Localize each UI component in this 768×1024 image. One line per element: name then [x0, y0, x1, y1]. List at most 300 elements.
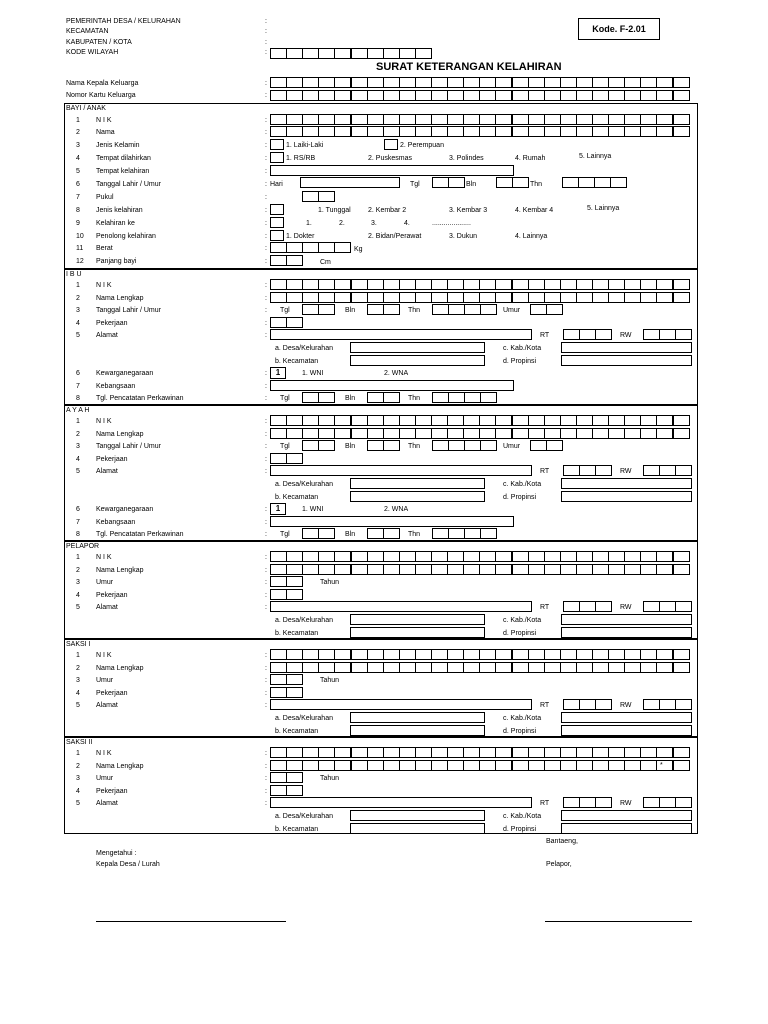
ayah-nik-cell[interactable]: [351, 415, 368, 426]
ayah-kawin-bln-cell[interactable]: [367, 528, 384, 539]
bayi-nama-cell[interactable]: [318, 126, 335, 137]
ibu-nik-cell[interactable]: [334, 279, 351, 290]
saksi1-nama-cell[interactable]: [479, 662, 496, 673]
saksi2-nama-cell[interactable]: [512, 760, 529, 771]
ibu-prop-field[interactable]: [561, 355, 692, 366]
bayi-tempat-kelahiran-field[interactable]: [270, 165, 514, 176]
ayah-nik-cell[interactable]: [576, 415, 593, 426]
saksi2-nama-cell[interactable]: [640, 760, 657, 771]
ayah-nik-cell[interactable]: [383, 415, 400, 426]
nomor-kk-cell[interactable]: [495, 90, 512, 101]
ayah-nik-cell[interactable]: [479, 415, 496, 426]
saksi2-nama-cell[interactable]: [592, 760, 609, 771]
nama-kepala-cell[interactable]: [624, 77, 641, 88]
ibu-nama-cell[interactable]: [544, 292, 561, 303]
ayah-nama-cell[interactable]: [592, 428, 609, 439]
saksi1-umur-cell[interactable]: [286, 674, 303, 685]
saksi1-desa-field[interactable]: [350, 712, 485, 723]
nama-kepala-cell[interactable]: [479, 77, 496, 88]
ibu-nik-cell[interactable]: [608, 279, 625, 290]
ibu-nik-cell[interactable]: [270, 279, 287, 290]
ayah-kewarganegaraan-value[interactable]: 1: [270, 503, 286, 515]
ayah-kawin-thn-cell[interactable]: [480, 528, 497, 539]
saksi1-pekerjaan-cell[interactable]: [270, 687, 287, 698]
saksi2-nik-cell[interactable]: [495, 747, 512, 758]
saksi1-nama-cell[interactable]: [640, 662, 657, 673]
pelapor-nama-cell[interactable]: [383, 564, 400, 575]
saksi1-nik-cell[interactable]: [367, 649, 384, 660]
nomor-kk-cell[interactable]: [334, 90, 351, 101]
saksi1-nama-cell[interactable]: [495, 662, 512, 673]
bayi-nik-cell[interactable]: [592, 114, 609, 125]
ibu-thn-cell[interactable]: [432, 304, 449, 315]
pelapor-nama-cell[interactable]: [415, 564, 432, 575]
ibu-nama-cell[interactable]: [576, 292, 593, 303]
ayah-nik-cell[interactable]: [512, 415, 529, 426]
saksi1-nik-cell[interactable]: [528, 649, 545, 660]
saksi2-kec-field[interactable]: [350, 823, 485, 834]
saksi1-nama-cell[interactable]: [463, 662, 480, 673]
saksi1-nik-cell[interactable]: [463, 649, 480, 660]
bayi-kelahiran-ke-field[interactable]: [270, 217, 284, 228]
pelapor-desa-field[interactable]: [350, 614, 485, 625]
nama-kepala-cell[interactable]: [592, 77, 609, 88]
ibu-nama-cell[interactable]: [640, 292, 657, 303]
saksi2-prop-field[interactable]: [561, 823, 692, 834]
nomor-kk-cell[interactable]: [656, 90, 673, 101]
saksi2-rw-cell[interactable]: [675, 797, 692, 808]
pelapor-rw-cell[interactable]: [675, 601, 692, 612]
saksi1-rw-cell[interactable]: [643, 699, 660, 710]
ayah-nama-cell[interactable]: [495, 428, 512, 439]
ibu-nik-cell[interactable]: [512, 279, 529, 290]
pelapor-nama-cell[interactable]: [544, 564, 561, 575]
saksi2-nama-cell[interactable]: [286, 760, 303, 771]
ayah-nama-cell[interactable]: [673, 428, 690, 439]
ibu-nik-cell[interactable]: [431, 279, 448, 290]
ibu-tgl-cell[interactable]: [318, 304, 335, 315]
bayi-nik-cell[interactable]: [399, 114, 416, 125]
bayi-nik-cell[interactable]: [334, 114, 351, 125]
saksi1-nik-cell[interactable]: [624, 649, 641, 660]
pelapor-kec-field[interactable]: [350, 627, 485, 638]
kode-wilayah-cell[interactable]: [399, 48, 416, 59]
ibu-nik-cell[interactable]: [544, 279, 561, 290]
nomor-kk-cell[interactable]: [367, 90, 384, 101]
bayi-nama-cell[interactable]: [334, 126, 351, 137]
pelapor-nama-cell[interactable]: [463, 564, 480, 575]
nama-kepala-cell[interactable]: [608, 77, 625, 88]
saksi2-nama-cell[interactable]: [447, 760, 464, 771]
pelapor-nik-cell[interactable]: [463, 551, 480, 562]
ayah-tgl-cell[interactable]: [318, 440, 335, 451]
nomor-kk-cell[interactable]: [608, 90, 625, 101]
bayi-nik-cell[interactable]: [528, 114, 545, 125]
pelapor-nama-cell[interactable]: [302, 564, 319, 575]
pelapor-nik-cell[interactable]: [592, 551, 609, 562]
ibu-nama-cell[interactable]: [399, 292, 416, 303]
ibu-kawin-thn-cell[interactable]: [480, 392, 497, 403]
saksi2-nik-cell[interactable]: [302, 747, 319, 758]
ayah-rt-cell[interactable]: [579, 465, 596, 476]
saksi1-kab-field[interactable]: [561, 712, 692, 723]
ibu-nik-cell[interactable]: [592, 279, 609, 290]
bayi-nama-cell[interactable]: [431, 126, 448, 137]
bayi-nama-cell[interactable]: [544, 126, 561, 137]
pelapor-alamat-field[interactable]: [270, 601, 532, 612]
saksi2-nik-cell[interactable]: [367, 747, 384, 758]
ibu-nama-cell[interactable]: [624, 292, 641, 303]
saksi1-rw-cell[interactable]: [675, 699, 692, 710]
saksi1-nik-cell[interactable]: [318, 649, 335, 660]
pelapor-nik-cell[interactable]: [334, 551, 351, 562]
bayi-nama-cell[interactable]: [656, 126, 673, 137]
saksi2-umur-cell[interactable]: [286, 772, 303, 783]
ayah-rw-cell[interactable]: [643, 465, 660, 476]
ayah-nama-cell[interactable]: [334, 428, 351, 439]
nomor-kk-cell[interactable]: [479, 90, 496, 101]
ibu-nik-cell[interactable]: [447, 279, 464, 290]
bayi-nik-cell[interactable]: [415, 114, 432, 125]
saksi1-nama-cell[interactable]: [608, 662, 625, 673]
saksi2-rt-cell[interactable]: [579, 797, 596, 808]
saksi1-nik-cell[interactable]: [447, 649, 464, 660]
ibu-nik-cell[interactable]: [673, 279, 690, 290]
ayah-thn-cell[interactable]: [464, 440, 481, 451]
ibu-nik-cell[interactable]: [415, 279, 432, 290]
bayi-nik-cell[interactable]: [367, 114, 384, 125]
ibu-nama-cell[interactable]: [318, 292, 335, 303]
ayah-thn-cell[interactable]: [432, 440, 449, 451]
saksi1-nama-cell[interactable]: [318, 662, 335, 673]
pelapor-nama-cell[interactable]: [528, 564, 545, 575]
pelapor-nama-cell[interactable]: [286, 564, 303, 575]
ayah-desa-field[interactable]: [350, 478, 485, 489]
nama-kepala-cell[interactable]: [673, 77, 690, 88]
ibu-tgl-cell[interactable]: [302, 304, 319, 315]
saksi2-nik-cell[interactable]: [592, 747, 609, 758]
ibu-nama-cell[interactable]: [383, 292, 400, 303]
saksi1-nik-cell[interactable]: [673, 649, 690, 660]
bayi-berat-cell[interactable]: [318, 242, 335, 253]
pelapor-nik-cell[interactable]: [560, 551, 577, 562]
bayi-nik-cell[interactable]: [431, 114, 448, 125]
ayah-nik-cell[interactable]: [608, 415, 625, 426]
ayah-nama-cell[interactable]: [528, 428, 545, 439]
pelapor-nama-cell[interactable]: [399, 564, 416, 575]
saksi2-nama-cell[interactable]: [383, 760, 400, 771]
bayi-tgl-cell[interactable]: [432, 177, 449, 188]
pelapor-nama-cell[interactable]: [479, 564, 496, 575]
ayah-nik-cell[interactable]: [592, 415, 609, 426]
bayi-pukul-cell[interactable]: [318, 191, 335, 202]
saksi2-nik-cell[interactable]: [512, 747, 529, 758]
pelapor-nik-cell[interactable]: [608, 551, 625, 562]
bayi-nama-cell[interactable]: [367, 126, 384, 137]
ibu-nama-cell[interactable]: [656, 292, 673, 303]
ibu-nama-cell[interactable]: [447, 292, 464, 303]
nama-kepala-cell[interactable]: [463, 77, 480, 88]
ibu-nik-cell[interactable]: [399, 279, 416, 290]
ayah-bln-cell[interactable]: [383, 440, 400, 451]
ayah-nik-cell[interactable]: [334, 415, 351, 426]
pelapor-nama-cell[interactable]: [656, 564, 673, 575]
nomor-kk-cell[interactable]: [415, 90, 432, 101]
nomor-kk-cell[interactable]: [431, 90, 448, 101]
ayah-nama-cell[interactable]: [608, 428, 625, 439]
ayah-nama-cell[interactable]: [383, 428, 400, 439]
ibu-kewarganegaraan-value[interactable]: 1: [270, 367, 286, 379]
bayi-panjang-cell[interactable]: [270, 255, 287, 266]
ibu-nama-cell[interactable]: [286, 292, 303, 303]
ibu-nik-cell[interactable]: [640, 279, 657, 290]
ibu-rt-cell[interactable]: [563, 329, 580, 340]
ayah-nik-cell[interactable]: [399, 415, 416, 426]
saksi1-nik-cell[interactable]: [431, 649, 448, 660]
nama-kepala-cell[interactable]: [399, 77, 416, 88]
nomor-kk-cell[interactable]: [399, 90, 416, 101]
bayi-bln-cell[interactable]: [512, 177, 529, 188]
nomor-kk-cell[interactable]: [270, 90, 287, 101]
saksi2-nik-cell[interactable]: [640, 747, 657, 758]
saksi2-nik-cell[interactable]: [447, 747, 464, 758]
ayah-nik-cell[interactable]: [656, 415, 673, 426]
nomor-kk-cell[interactable]: [560, 90, 577, 101]
nomor-kk-cell[interactable]: [624, 90, 641, 101]
bayi-nama-cell[interactable]: [528, 126, 545, 137]
pelapor-umur-cell[interactable]: [270, 576, 287, 587]
ibu-nama-cell[interactable]: [560, 292, 577, 303]
saksi1-nik-cell[interactable]: [415, 649, 432, 660]
ibu-kawin-thn-cell[interactable]: [448, 392, 465, 403]
saksi2-nama-cell[interactable]: [495, 760, 512, 771]
bayi-nama-cell[interactable]: [512, 126, 529, 137]
pelapor-nik-cell[interactable]: [318, 551, 335, 562]
bayi-berat-cell[interactable]: [334, 242, 351, 253]
pelapor-nama-cell[interactable]: [367, 564, 384, 575]
bayi-nama-cell[interactable]: [673, 126, 690, 137]
bayi-nama-cell[interactable]: [608, 126, 625, 137]
ayah-nik-cell[interactable]: [270, 415, 287, 426]
saksi2-nik-cell[interactable]: [544, 747, 561, 758]
bayi-nama-cell[interactable]: [576, 126, 593, 137]
pelapor-nik-cell[interactable]: [367, 551, 384, 562]
saksi2-umur-cell[interactable]: [270, 772, 287, 783]
ayah-kawin-thn-cell[interactable]: [464, 528, 481, 539]
saksi2-nik-cell[interactable]: [479, 747, 496, 758]
saksi1-nik-cell[interactable]: [351, 649, 368, 660]
ibu-nama-cell[interactable]: [592, 292, 609, 303]
ibu-pekerjaan-cell[interactable]: [286, 317, 303, 328]
pelapor-nik-cell[interactable]: [286, 551, 303, 562]
bayi-nik-cell[interactable]: [351, 114, 368, 125]
saksi2-nik-cell[interactable]: [415, 747, 432, 758]
ibu-kebangsaan-field[interactable]: [270, 380, 514, 391]
ibu-umur-cell[interactable]: [530, 304, 547, 315]
ayah-alamat-field[interactable]: [270, 465, 532, 476]
ibu-rw-cell[interactable]: [675, 329, 692, 340]
ibu-nama-cell[interactable]: [673, 292, 690, 303]
nama-kepala-cell[interactable]: [318, 77, 335, 88]
kode-wilayah-cell[interactable]: [270, 48, 287, 59]
ayah-umur-cell[interactable]: [530, 440, 547, 451]
ibu-thn-cell[interactable]: [448, 304, 465, 315]
nama-kepala-cell[interactable]: [656, 77, 673, 88]
pelapor-rt-cell[interactable]: [595, 601, 612, 612]
ibu-alamat-field[interactable]: [270, 329, 532, 340]
kode-wilayah-cell[interactable]: [367, 48, 384, 59]
ayah-nama-cell[interactable]: [560, 428, 577, 439]
ibu-thn-cell[interactable]: [480, 304, 497, 315]
saksi2-nik-cell[interactable]: [673, 747, 690, 758]
kode-wilayah-cell[interactable]: [351, 48, 368, 59]
nomor-kk-cell[interactable]: [512, 90, 529, 101]
nama-kepala-cell[interactable]: [302, 77, 319, 88]
ayah-nama-cell[interactable]: [351, 428, 368, 439]
nomor-kk-cell[interactable]: [673, 90, 690, 101]
pelapor-nama-cell[interactable]: [431, 564, 448, 575]
bayi-thn-cell[interactable]: [578, 177, 595, 188]
ayah-nik-cell[interactable]: [431, 415, 448, 426]
pelapor-nama-cell[interactable]: [640, 564, 657, 575]
bayi-penolong-field[interactable]: [270, 230, 284, 241]
pelapor-nik-cell[interactable]: [656, 551, 673, 562]
saksi1-nama-cell[interactable]: [512, 662, 529, 673]
bayi-nik-cell[interactable]: [270, 114, 287, 125]
bayi-nama-cell[interactable]: [270, 126, 287, 137]
nomor-kk-cell[interactable]: [576, 90, 593, 101]
nama-kepala-cell[interactable]: [576, 77, 593, 88]
saksi1-nik-cell[interactable]: [495, 649, 512, 660]
ayah-nama-cell[interactable]: [270, 428, 287, 439]
ayah-nik-cell[interactable]: [318, 415, 335, 426]
saksi2-nama-cell[interactable]: [576, 760, 593, 771]
saksi1-rt-cell[interactable]: [595, 699, 612, 710]
saksi1-kec-field[interactable]: [350, 725, 485, 736]
ayah-bln-cell[interactable]: [367, 440, 384, 451]
ibu-thn-cell[interactable]: [464, 304, 481, 315]
saksi2-nama-cell[interactable]: [270, 760, 287, 771]
bayi-nama-cell[interactable]: [479, 126, 496, 137]
saksi1-nama-cell[interactable]: [673, 662, 690, 673]
nama-kepala-cell[interactable]: [415, 77, 432, 88]
saksi1-alamat-field[interactable]: [270, 699, 532, 710]
ayah-tgl-cell[interactable]: [302, 440, 319, 451]
saksi1-nama-cell[interactable]: [334, 662, 351, 673]
ayah-nama-cell[interactable]: [576, 428, 593, 439]
saksi2-nik-cell[interactable]: [383, 747, 400, 758]
ibu-nik-cell[interactable]: [560, 279, 577, 290]
bayi-nama-cell[interactable]: [495, 126, 512, 137]
saksi2-kab-field[interactable]: [561, 810, 692, 821]
nomor-kk-cell[interactable]: [592, 90, 609, 101]
saksi1-nama-cell[interactable]: [302, 662, 319, 673]
bayi-jenis-field[interactable]: [270, 204, 284, 215]
ayah-pekerjaan-cell[interactable]: [286, 453, 303, 464]
ibu-nama-cell[interactable]: [367, 292, 384, 303]
ibu-nama-cell[interactable]: [495, 292, 512, 303]
bayi-nik-cell[interactable]: [673, 114, 690, 125]
saksi2-nik-cell[interactable]: [576, 747, 593, 758]
saksi2-pekerjaan-cell[interactable]: [270, 785, 287, 796]
ayah-rt-cell[interactable]: [595, 465, 612, 476]
bayi-berat-cell[interactable]: [270, 242, 287, 253]
nomor-kk-cell[interactable]: [383, 90, 400, 101]
ibu-kawin-thn-cell[interactable]: [432, 392, 449, 403]
nama-kepala-cell[interactable]: [367, 77, 384, 88]
saksi2-nama-cell[interactable]: [415, 760, 432, 771]
bayi-nama-cell[interactable]: [640, 126, 657, 137]
bayi-jk-field-2[interactable]: [384, 139, 398, 150]
pelapor-nik-cell[interactable]: [447, 551, 464, 562]
saksi1-nik-cell[interactable]: [560, 649, 577, 660]
ayah-nik-cell[interactable]: [463, 415, 480, 426]
ayah-nik-cell[interactable]: [673, 415, 690, 426]
ayah-nama-cell[interactable]: [415, 428, 432, 439]
pelapor-nik-cell[interactable]: [399, 551, 416, 562]
pelapor-nama-cell[interactable]: [351, 564, 368, 575]
ayah-nama-cell[interactable]: [367, 428, 384, 439]
bayi-nik-cell[interactable]: [447, 114, 464, 125]
ibu-nik-cell[interactable]: [463, 279, 480, 290]
ibu-nama-cell[interactable]: [463, 292, 480, 303]
nama-kepala-cell[interactable]: [334, 77, 351, 88]
pelapor-nama-cell[interactable]: [673, 564, 690, 575]
saksi1-pekerjaan-cell[interactable]: [286, 687, 303, 698]
saksi1-nik-cell[interactable]: [592, 649, 609, 660]
ibu-nik-cell[interactable]: [383, 279, 400, 290]
ibu-kab-field[interactable]: [561, 342, 692, 353]
pelapor-nama-cell[interactable]: [270, 564, 287, 575]
ibu-nik-cell[interactable]: [576, 279, 593, 290]
nomor-kk-cell[interactable]: [286, 90, 303, 101]
bayi-nama-cell[interactable]: [447, 126, 464, 137]
bayi-berat-cell[interactable]: [286, 242, 303, 253]
saksi2-nama-cell[interactable]: [431, 760, 448, 771]
ayah-nama-cell[interactable]: [640, 428, 657, 439]
ayah-nik-cell[interactable]: [302, 415, 319, 426]
ibu-rw-cell[interactable]: [643, 329, 660, 340]
saksi2-nik-cell[interactable]: [431, 747, 448, 758]
saksi1-nama-cell[interactable]: [431, 662, 448, 673]
kode-wilayah-cell[interactable]: [334, 48, 351, 59]
nama-kepala-cell[interactable]: [528, 77, 545, 88]
pelapor-rw-cell[interactable]: [659, 601, 676, 612]
ibu-kawin-tgl-cell[interactable]: [302, 392, 319, 403]
ayah-nama-cell[interactable]: [399, 428, 416, 439]
ibu-nik-cell[interactable]: [367, 279, 384, 290]
kode-wilayah-cell[interactable]: [415, 48, 432, 59]
bayi-jk-field[interactable]: [270, 139, 284, 150]
ayah-nama-cell[interactable]: [286, 428, 303, 439]
saksi2-nama-cell[interactable]: [608, 760, 625, 771]
ayah-rt-cell[interactable]: [563, 465, 580, 476]
bayi-nik-cell[interactable]: [624, 114, 641, 125]
saksi1-nama-cell[interactable]: [592, 662, 609, 673]
bayi-panjang-cell[interactable]: [286, 255, 303, 266]
ayah-nama-cell[interactable]: [447, 428, 464, 439]
ibu-kec-field[interactable]: [350, 355, 485, 366]
ayah-kab-field[interactable]: [561, 478, 692, 489]
pelapor-nik-cell[interactable]: [640, 551, 657, 562]
ibu-nama-cell[interactable]: [334, 292, 351, 303]
saksi2-nama-cell[interactable]: [463, 760, 480, 771]
pelapor-nik-cell[interactable]: [302, 551, 319, 562]
nomor-kk-cell[interactable]: [640, 90, 657, 101]
saksi1-nama-cell[interactable]: [351, 662, 368, 673]
ayah-nik-cell[interactable]: [495, 415, 512, 426]
bayi-nik-cell[interactable]: [576, 114, 593, 125]
